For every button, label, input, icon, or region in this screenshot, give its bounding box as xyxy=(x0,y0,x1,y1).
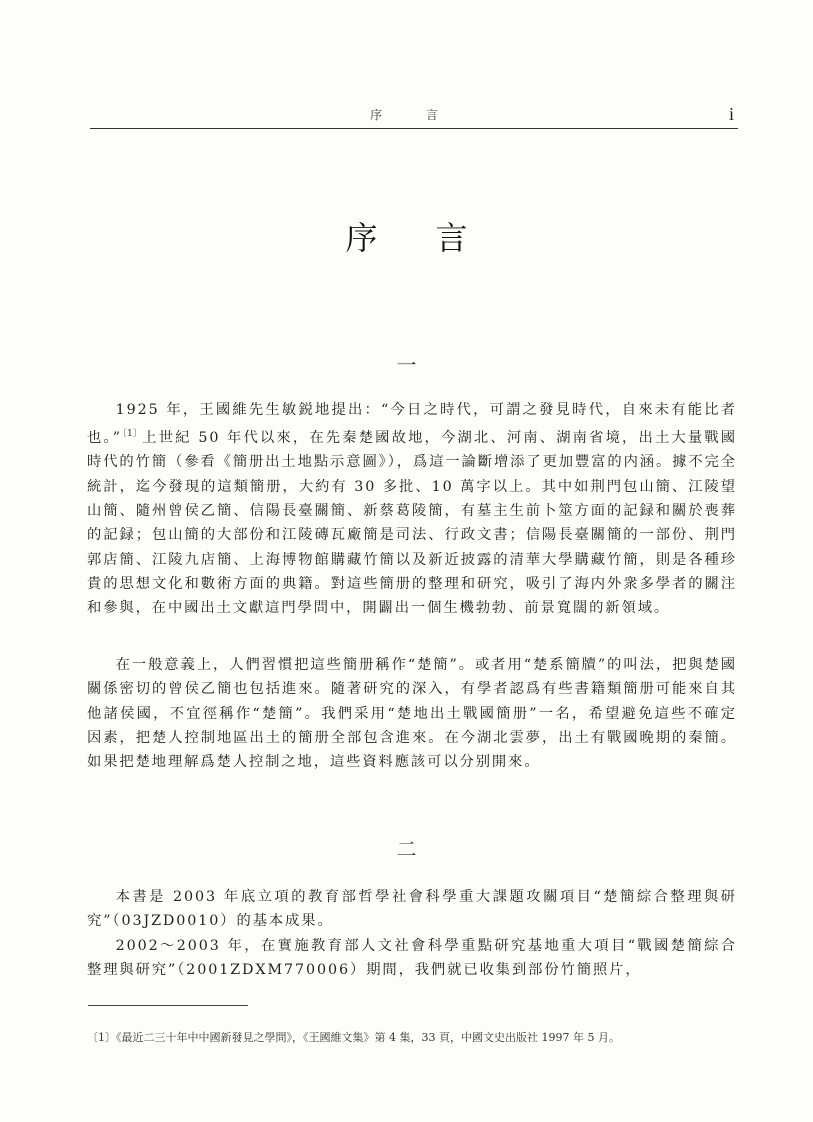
body-paragraph: 2002～2003 年，在實施教育部人文社會科學重點研究基地重大項目“戰國楚簡綜合整理與研究”（2001ZDXM770006）期間，我們就已收集到部份竹簡照片， xyxy=(87,938,737,979)
chapter-title: 序言 xyxy=(345,219,526,257)
paragraph-text: 上世紀 50 年代以來，在先秦楚國故地，今湖北、河南、湖南省境，出土大量戰國時代的竹簡（參看《簡册出土地點示意圖》），爲這一論斷增添了更加豐富的内涵。據不完全統計，迄今發現的這類簡册，大約有 30 多批、10 萬字以上。其中如荆門包山簡、江陵望山簡、隨州曾侯乙簡、信陽長臺關簡、新蔡葛陵簡，有墓主生前卜筮方面的記録和關於喪葬的記録；包山簡的大部份和江陵磚瓦廠簡是司法、行政文書；信陽長臺關簡的一部份、荆門郭店簡、江陵九店簡、上海博物館購藏竹簡以及新近披露的清華大學購藏竹簡，則是各種珍貴的思想文化和數術方面的典籍。對這些簡册的整理和研究，吸引了海内外衆多學者的關注和參與，在中國出土文獻這門學問中，開闢出一個生機勃勃、前景寬闊的新領域。 xyxy=(87,430,738,617)
section-number-1: 一 xyxy=(396,353,417,377)
running-head xyxy=(90,106,738,129)
footnote-reference[interactable]: 〔1〕 xyxy=(121,429,143,440)
body-paragraph: 在一般意義上，人們習慣把這些簡册稱作“楚簡”。或者用“楚系簡牘”的叫法，把與楚國關係密切的曾侯乙簡也包括進來。隨著研究的深入，有學者認爲有些書籍類簡册可能來自其他諸侯國，不宜徑稱作“楚簡”。我們采用“楚地出土戰國簡册”一名，希望避免這些不確定因素，把楚人控制地區出土的簡册全部包含進來。在今湖北雲夢，出土有戰國晚期的秦簡。如果把楚地理解爲楚人控制之地，這些資料應該可以分别開來。 xyxy=(87,657,737,771)
running-head-title: 序 言 xyxy=(370,108,458,122)
paragraph-text: 1925 年，王國維先生敏鋭地提出：“今日之時代，可謂之發見時代，自來未有能比者也。” xyxy=(87,402,737,447)
body-paragraph xyxy=(87,398,737,620)
section-number-2: 二 xyxy=(396,837,417,861)
footnote: 〔1〕《最近二三十年中中國新發見之學問》，《王國維文集》第 4 集，33 頁，中國文史出版社 1997 年 5 月。 xyxy=(87,1031,620,1044)
body-paragraph: 本書是 2003 年底立項的教育部哲學社會科學重大課題攻關項目“楚簡綜合整理與研究”（03JZD0010）的基本成果。 xyxy=(87,889,737,930)
footnote-divider xyxy=(88,1005,248,1006)
page-number: i xyxy=(728,104,734,124)
